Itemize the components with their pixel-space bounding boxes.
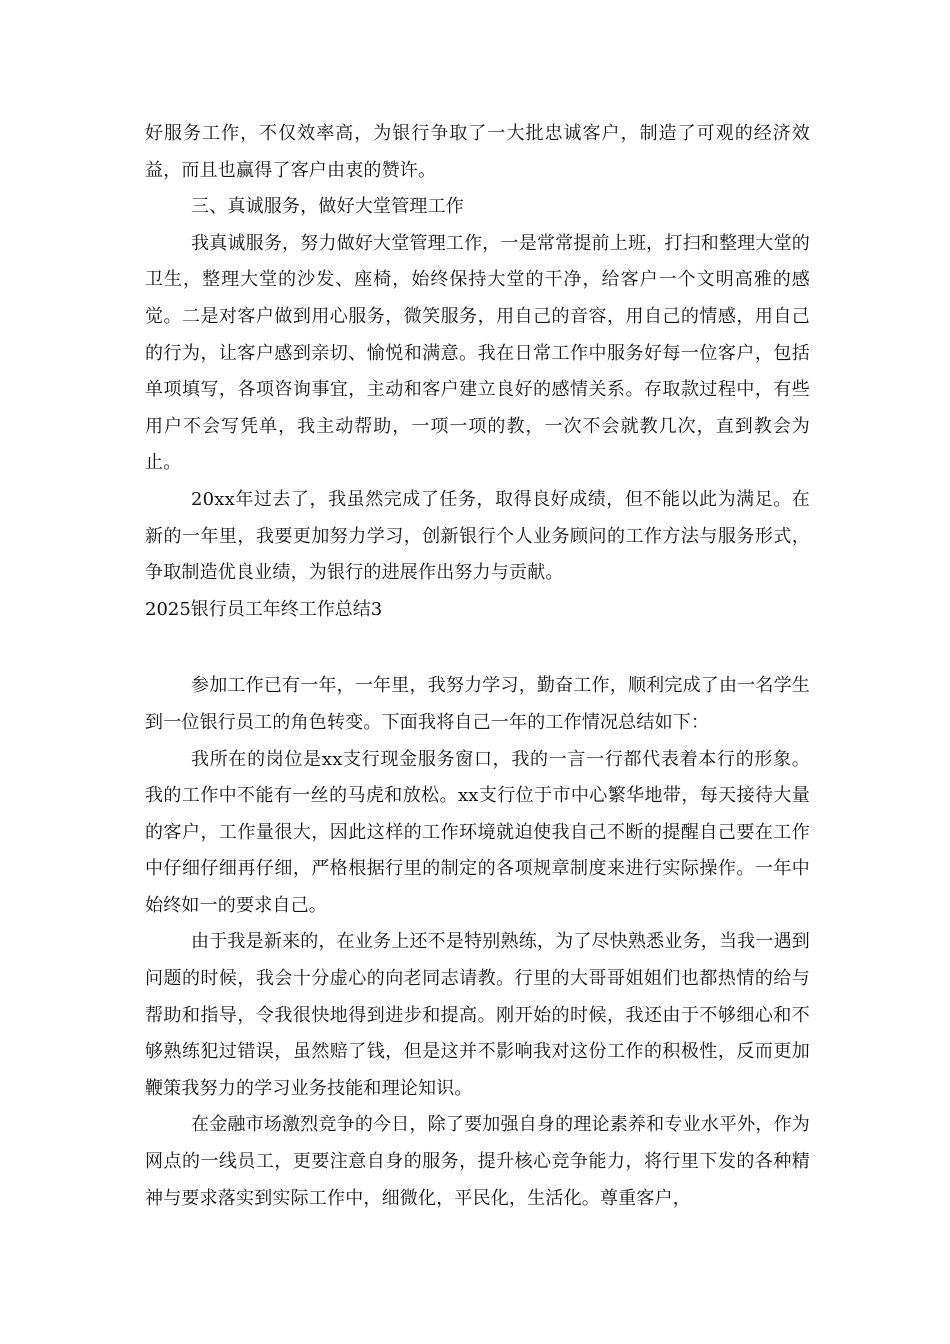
- paragraph: 三、真诚服务，做好大堂管理工作: [191, 196, 464, 218]
- paragraph: 参加工作已有一年，一年里，我努力学习，勤奋工作，顺利完成了由一名学生到一位银行员工的角色转变。下面我将自己一年的工作情况总结如下：: [145, 675, 810, 733]
- section-title: 2025银行员工年终工作总结3: [145, 598, 383, 620]
- paragraph: 好服务工作，不仅效率高，为银行争取了一大批忠诚客户，制造了可观的经济效益，而且也赢得了客户由衷的赞许。: [145, 123, 810, 181]
- section-spacer: [145, 628, 810, 668]
- paragraph: 在金融市场激烈竞争的今日，除了要加强自身的理论素养和专业水平外，作为网点的一线员工，更要注意自身的服务，提升核心竞争能力，将行里下发的各种精神与要求落实到实际工作中，细微化，平民化，生活化。尊重客户，: [145, 1114, 810, 1209]
- paragraph: 我所在的岗位是xx支行现金服务窗口，我的一言一行都代表着本行的形象。我的工作中不能有一丝的马虎和放松。xx支行位于市中心繁华地带，每天接待大量的客户，工作量很大，因此这样的工作环境就迫使我自己不断的提醒自己要在工作中仔细仔细再仔细，严格根据行里的制定的各项规章制度来进行实际操作。一年中始终如一的要求自己。: [145, 748, 810, 916]
- paragraph: 20xx年过去了，我虽然完成了任务，取得良好成绩，但不能以此为满足。在新的一年里，我要更加努力学习，创新银行个人业务顾问的工作方法与服务形式，争取制造优良业绩，为银行的进展作出努力与贡献。: [145, 488, 810, 584]
- paragraph: 我真诚服务，努力做好大堂管理工作，一是常常提前上班，打扫和整理大堂的卫生，整理大堂的沙发、座椅，始终保持大堂的干净，给客户一个文明高雅的感觉。二是对客户做到用心服务，微笑服务，用自己的音容，用自己的情感，用自己的行为，让客户感到亲切、愉悦和满意。我在日常工作中服务好每一位客户，包括单项填写，各项咨询事宜，主动和客户建立良好的感情关系。存取款过程中，有些用户不会写凭单，我主动帮助，一项一项的教，一次不会就教几次，直到教会为止。: [145, 232, 810, 474]
- document-body: [145, 116, 810, 1217]
- paragraph: 由于我是新来的，在业务上还不是特别熟练，为了尽快熟悉业务，当我一遇到问题的时候，我会十分虚心的向老同志请教。行里的大哥哥姐姐们也都热情的给与帮助和指导，令我很快地得到进步和提高。刚开始的时候，我还由于不够细心和不够熟练犯过错误，虽然赔了钱，但是这并不影响我对这份工作的积极性，反而更加鞭策我努力的学习业务技能和理论知识。: [145, 931, 810, 1099]
